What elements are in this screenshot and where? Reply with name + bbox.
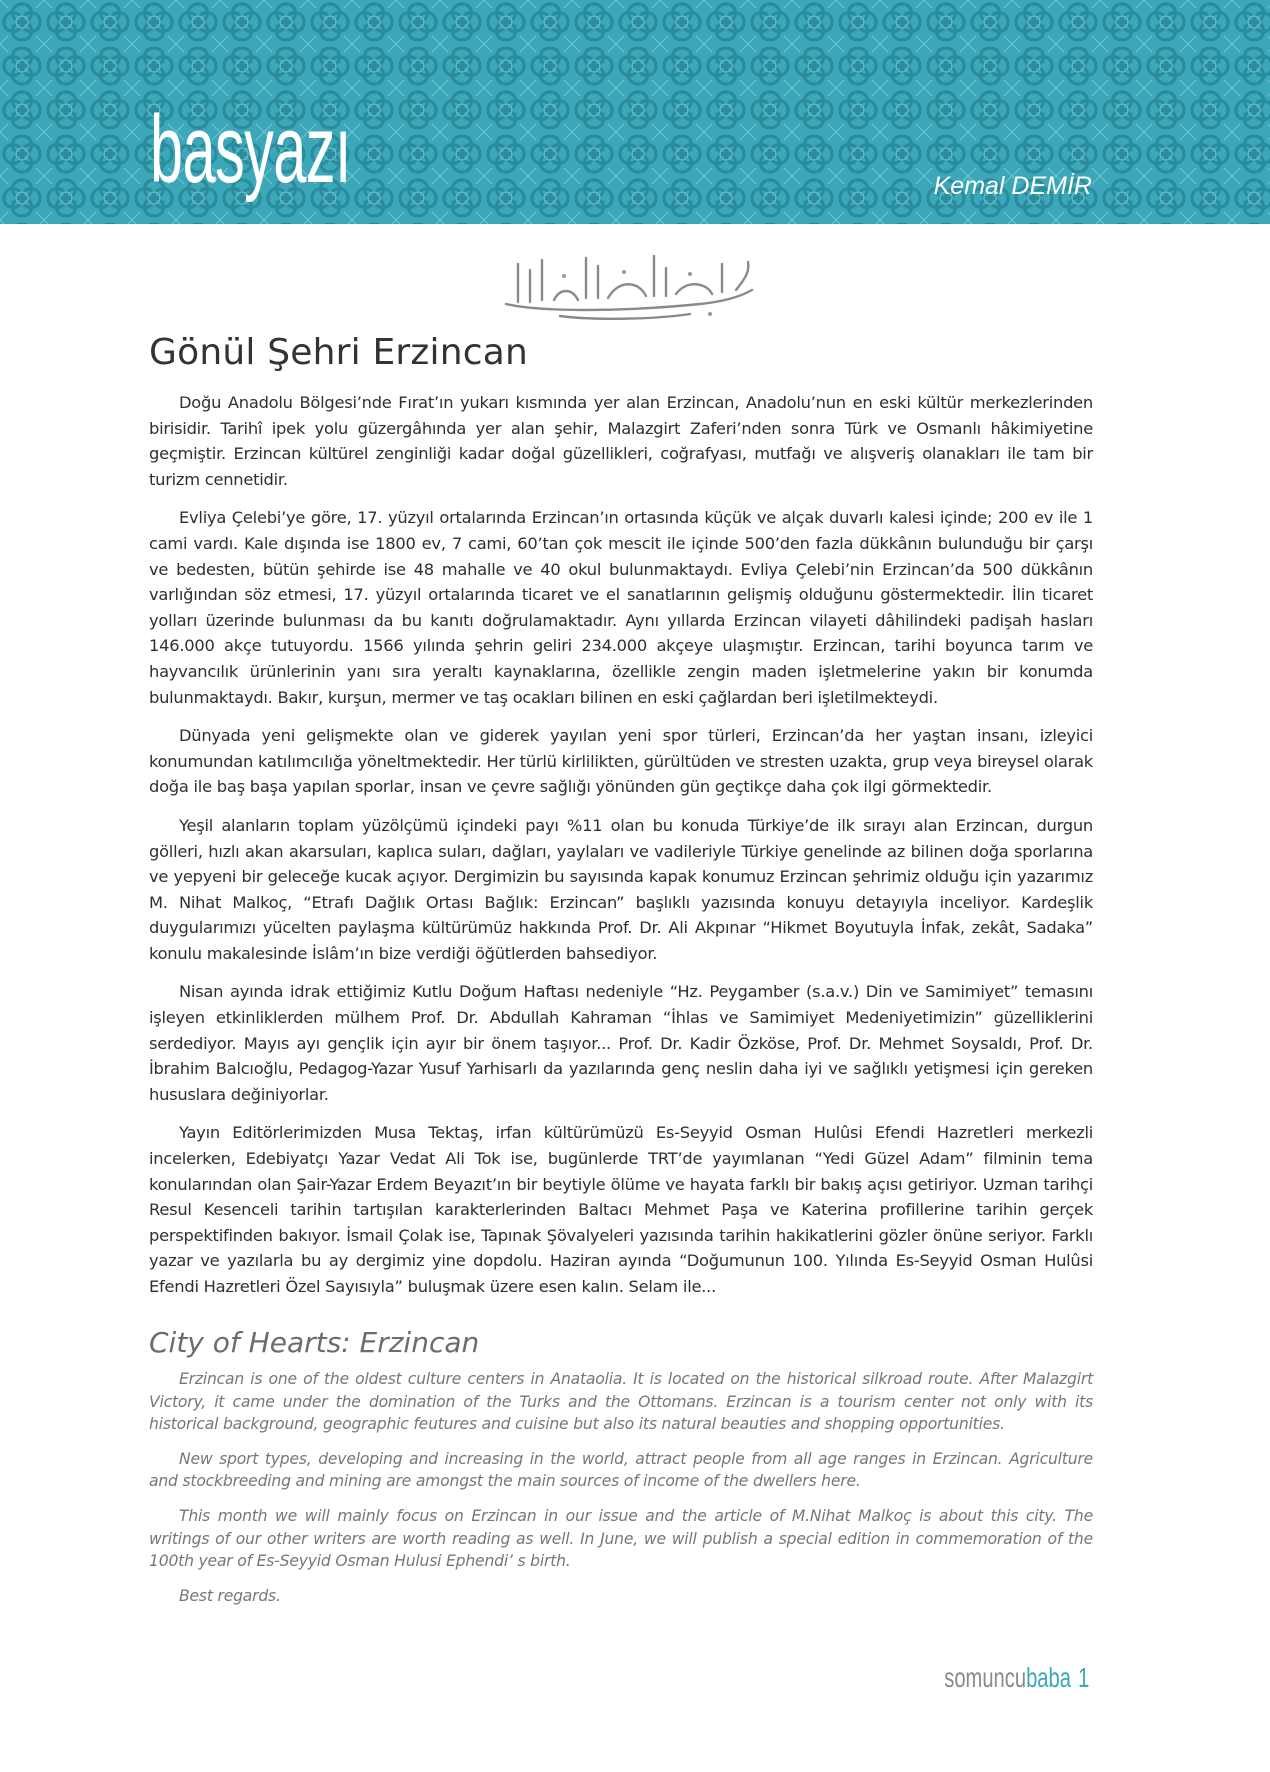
page-number: 1 — [1078, 1662, 1090, 1693]
basmala-calligraphy-icon — [500, 250, 760, 322]
english-paragraph: Erzincan is one of the oldest culture centers in Anataolia. It is located on the historical silkroad route. After Malazgirt Victory, it came under the domination of the Turks and the Ottomans. Erzincan is a tourism center not only with its historical background, geographic feutures and cuisine but also its natural beauties and shopping opportunities. — [149, 1370, 1093, 1434]
magazine-brand — [944, 1662, 1071, 1694]
article-title: Gönül Şehri Erzincan — [149, 332, 528, 373]
article-paragraph: Yayın Editörlerimizden Musa Tektaş, irfan kültürümüzü Es-Seyyid Osman Hulûsi Efendi Hazretleri merkezli incelerken, Edebiyatçı Yazar Vedat Ali Tok ise, bugünlerde TRT’de yayımlanan “Yedi Güzel Adam” filminin tema konularından olan Şair-Yazar Erdem Beyazıt’ın bir beytiyle ölüme ve hayata farklı bir bakış açısı getiriyor. Uzman tarihçi Resul Kesenceli tarihin tartışılan karakterlerinden Baltacı Mehmet Paşa ve Katerina profillerine tarihin gerçek perspektifinden bakıyor. İsmail Çolak ise, Tapınak Şövalyeleri yazısında tarihin hakikatlerini gözler önüne seriyor. Farklı yazar ve yazılarla bu ay dergimiz yine dopdolu. Haziran ayında “Doğumunun 100. Yılında Es-Seyyid Osman Hulûsi Efendi Hazretleri Özel Sayısıyla” buluşmak üzere esen kalın. Selam ile... — [149, 1123, 1093, 1296]
article-paragraph: Yeşil alanların toplam yüzölçümü içindeki payı %11 olan bu konuda Türkiye’de ilk sırayı alan Erzincan, durgun gölleri, hızlı akan akarsuları, kaplıca suları, dağları, yaylaları ve vadileriyle Türkiye genelinde az bilinen doğa sporlarına ve yepyeni bir geleceğe kucak açıyor. Dergimizin bu sayısında kapak konumuz Erzincan şehrimiz olduğu için yazarımız M. Nihat Malkoç, “Etrafı Dağlık Ortası Bağlık: Erzincan” başlıklı yazısında konuyu detayıyla inceliyor. Kardeşlik duygularımızı yücelten paylaşma kültürümüz hakkında Prof. Dr. Ali Akpınar “Hikmet Boyutuyla İnfak, zekât, Sadaka” konulu makalesinde İslâm’ın bize verdiği öğütlerden bahsediyor. — [149, 815, 1093, 963]
english-paragraph: New sport types, developing and increasing in the world, attract people from all age ranges in Erzincan. Agriculture and stockbreeding and mining are amongst the main sources of income of the dwellers here. — [149, 1449, 1093, 1491]
english-closing: Best regards. — [179, 1586, 281, 1605]
article-paragraph: Evliya Çelebi’ye göre, 17. yüzyıl ortalarında Erzincan’ın ortasında küçük ve alçak duvarlı kalesi içinde; 200 ev ile 1 cami vardı. Kale dışında ise 1800 ev, 7 cami, 60’tan çok mescit ile içinde 500’den fazla dükkânın bulunduğu bir çarşı ve bedesten, bütün şehirde ise 48 mahalle ve 40 okul bulunmaktaydı. Evliya Çelebi’nin Erzincan’da 500 dükkânın varlığından söz etmesi, 17. yüzyıl ortalarında ticaret ve el sanatlarının gelişmiş olduğunu göstermektedir. İlin ticaret yolları üzerinde bulunması da bu kanıtı doğrulamaktadır. Aynı yıllarda Erzincan vilayeti dâhilindeki padişah hasları 146.000 akçe tutuyordu. 1566 yılında şehrin geliri 234.000 akçeye ulaşmıştır. Erzincan, tarihi boyunca tarım ve hayvancılık ürünlerinin yanı sıra yeraltı kaynaklarına, özellikle zengin maden işletmelerine yakın bir konumda bulunmaktaydı. Bakır, kurşun, mermer ve taş ocakları bilinen en eski çağlardan beri işletilmekteydi. — [149, 508, 1093, 707]
english-title: City of Hearts: Erzincan — [149, 1326, 480, 1359]
english-summary — [149, 1368, 1093, 1619]
brand-part-a: somuncu — [943, 1662, 1026, 1693]
english-paragraph: This month we will mainly focus on Erzincan in our issue and the article of M.Nihat Malkoç is about this city. The writings of our other writers are worth reading as well. In June, we will publish a special edition in commemoration of the 100th year of Es-Seyyid Osman Hulusi Ephendi’ s birth. — [149, 1506, 1093, 1571]
article-paragraph: Dünyada yeni gelişmekte olan ve giderek yayılan yeni spor türleri, Erzincan’da her yaştan insanı, izleyici konumundan katılımcılığa yöneltmektedir. Her türlü kirlilikten, gürültüden ve stresten uzakta, grup veya bireysel olarak doğa ile baş başa yapılan sporlar, insan ve çevre sağlığı yönünden gün geçtikçe daha çok ilgi görmektedir. — [149, 726, 1093, 797]
header-band — [0, 0, 1270, 224]
page-footer — [895, 1662, 1093, 1696]
section-title: basyazı — [150, 96, 351, 203]
author-name: Kemal DEMİR — [933, 172, 1092, 200]
article-body — [149, 390, 1093, 1313]
article-paragraph: Doğu Anadolu Bölgesi’nde Fırat’ın yukarı kısmında yer alan Erzincan, Anadolu’nun en eski kültür merkezlerinden birisidir. Tarihî ipek yolu güzergâhında yer alan şehir, Malazgirt Zaferi’nden sonra Türk ve Osmanlı hâkimiyetine geçmiştir. Erzincan kültürel zenginliği kadar doğal güzellikleri, coğrafyası, mutfağı ve alışveriş olanakları ile tam bir turizm cennetidir. — [149, 393, 1093, 489]
brand-part-b: baba — [1025, 1662, 1071, 1693]
article-paragraph: Nisan ayında idrak ettiğimiz Kutlu Doğum Haftası nedeniyle “Hz. Peygamber (s.a.v.) Din ve Samimiyet” temasını işleyen etkinliklerden mülhem Prof. Dr. Abdullah Kahraman “İhlas ve Samimiyet Medeniyetimizin” güzelliklerini serdediyor. Mayıs ayı gençlik için ayır bir önem taşıyor... Prof. Dr. Kadir Özköse, Prof. Dr. Mehmet Soysaldı, Prof. Dr. İbrahim Balcıoğlu, Pedagog-Yazar Yusuf Yarhisarlı da yazılarında genç neslin daha iyi ve sağlıklı yetişmesi için gereken hususlara değiniyorlar. — [149, 982, 1093, 1104]
